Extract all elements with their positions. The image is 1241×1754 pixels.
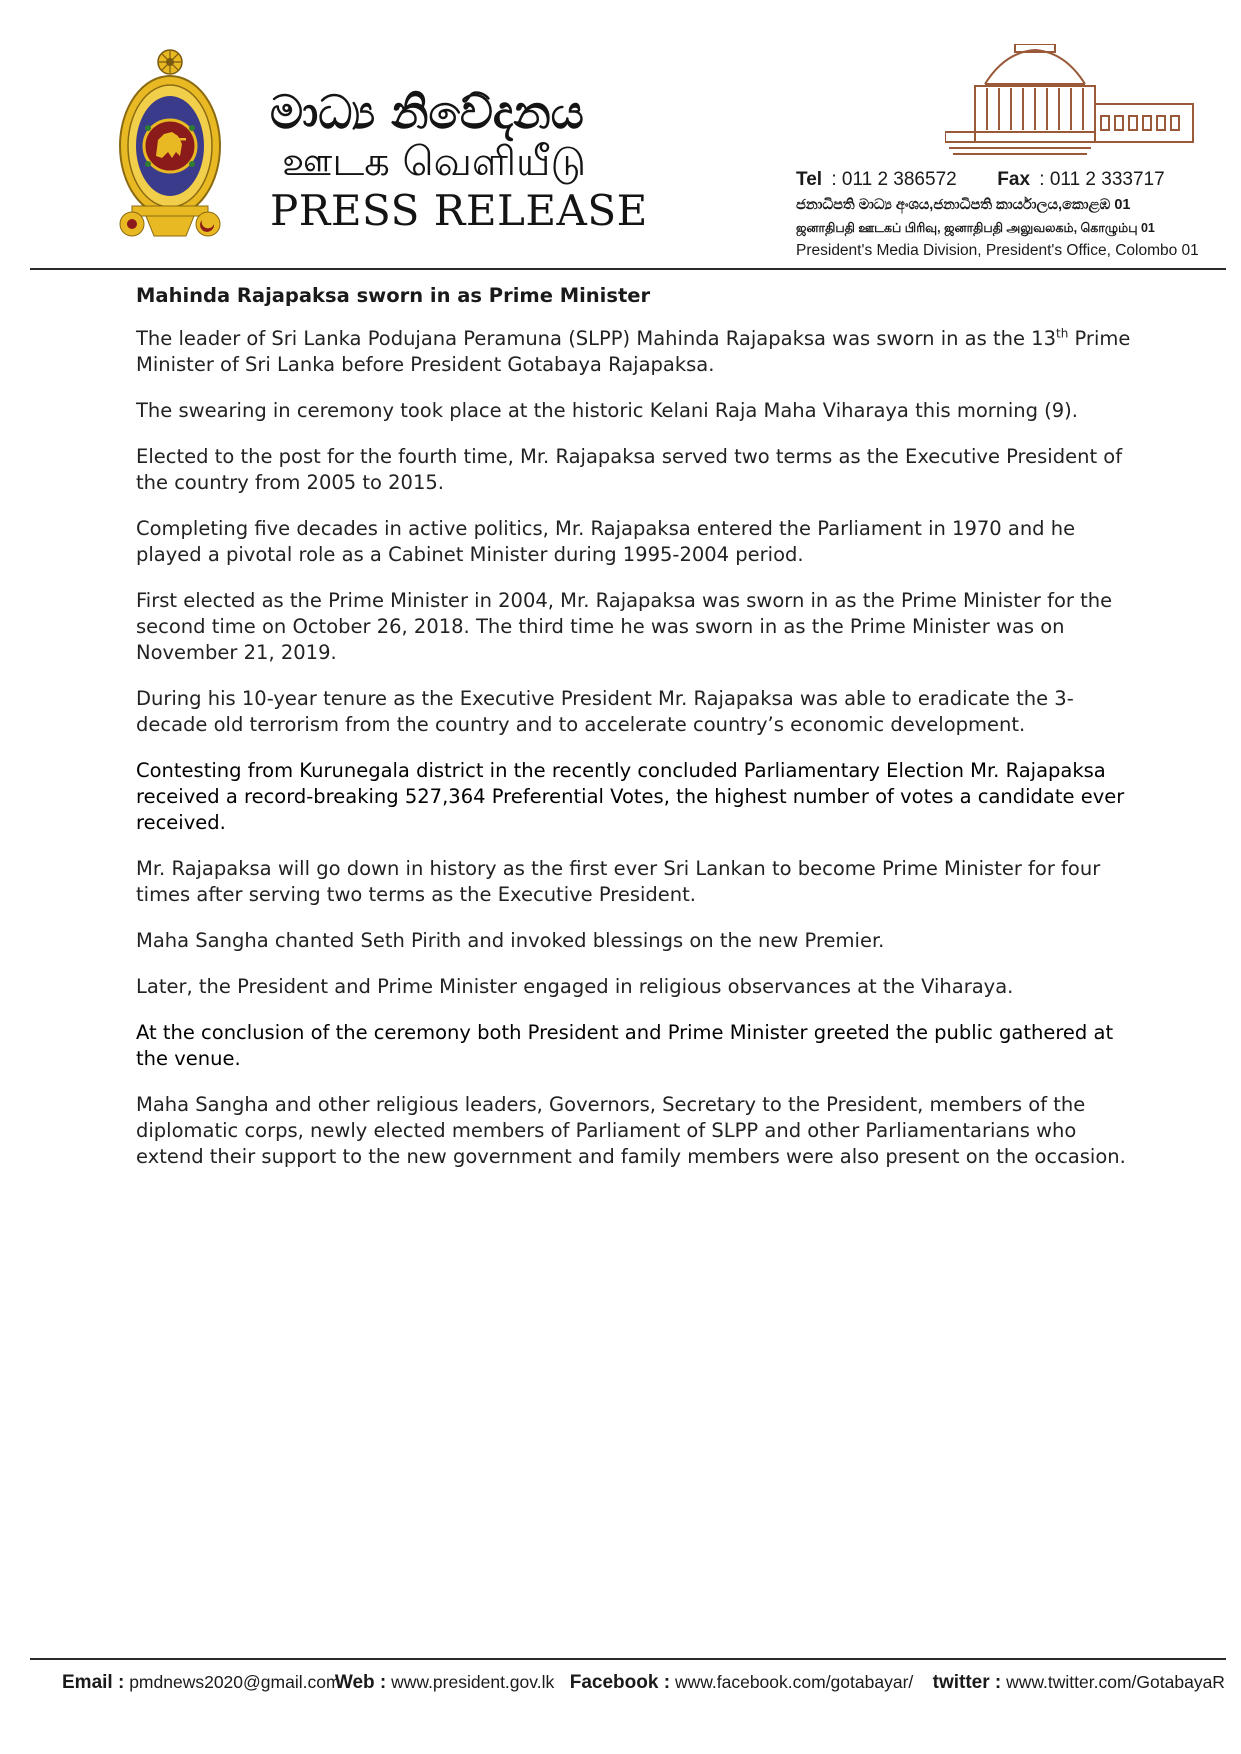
phone-fax-line	[796, 168, 1216, 192]
article-paragraph: Contesting from Kurunegala district in the recently concluded Parliamentary Election Mr. Rajapaksa received a record-breaking 527,364 Preferential Votes, the highest number of votes a candidate ever received.	[136, 759, 1125, 834]
facebook-label: Facebook :	[569, 1672, 671, 1693]
footer-web	[335, 1668, 565, 1697]
email-label: Email :	[62, 1672, 125, 1693]
fax-label: Fax	[997, 169, 1031, 190]
press-release-title-block	[270, 86, 690, 236]
footer-contacts	[62, 1668, 1225, 1697]
office-address-english: President's Media Division, President's Office, Colombo 01	[796, 242, 1199, 259]
tel-number: : 011 2 386572	[831, 169, 957, 190]
title-sinhala: මාධ්‍ය නිවේදනය	[270, 85, 584, 139]
paragraph-text: The leader of Sri Lanka Podujana Peramuna (SLPP) Mahinda Rajapaksa was sworn in as the 13	[136, 327, 1056, 350]
header-divider	[30, 268, 1226, 270]
article-heading: Mahinda Rajapaksa sworn in as Prime Minister	[136, 284, 651, 307]
email-address[interactable]: pmdnews2020@gmail.com	[129, 1672, 341, 1692]
office-address-tamil: ஜனாதிபதி ஊடகப் பிரிவு, ஜனாதிபதி அலுவலகம், கொழும்பு 01	[796, 221, 1155, 235]
article-paragraph: Elected to the post for the fourth time, Mr. Rajapaksa served two terms as the Executive President of the country from 2005 to 2015.	[136, 445, 1123, 494]
article-paragraph: Mr. Rajapaksa will go down in history as the first ever Sri Lankan to become Prime Minister for four times after serving two terms as the Executive President.	[136, 857, 1101, 906]
title-english: PRESS RELEASE	[270, 186, 648, 235]
article-paragraph: Later, the President and Prime Minister engaged in religious observances at the Viharaya.	[136, 975, 1014, 998]
twitter-link[interactable]: www.twitter.com/GotabayaR	[1006, 1672, 1225, 1692]
tel-label: Tel	[796, 169, 823, 190]
article-paragraph: First elected as the Prime Minister in 2004, Mr. Rajapaksa was sworn in as the Prime Minister for the second time on October 26, 2018. The third time he was sworn in as the Prime Minister was on November 21, 2019.	[136, 589, 1113, 664]
article-body	[136, 282, 1136, 1190]
footer-twitter	[933, 1668, 1225, 1697]
article-paragraph	[136, 326, 1136, 378]
fax-number: : 011 2 333717	[1039, 169, 1165, 190]
ordinal-suffix: th	[1056, 326, 1069, 341]
footer-facebook	[570, 1668, 928, 1697]
footer-divider	[30, 1658, 1226, 1660]
sri-lanka-emblem	[118, 48, 222, 244]
article-paragraph: At the conclusion of the ceremony both President and Prime Minister greeted the public gathered at the venue.	[136, 1021, 1114, 1070]
footer-email	[62, 1668, 341, 1697]
contact-block	[796, 168, 1216, 263]
twitter-label: twitter :	[932, 1672, 1002, 1693]
office-address-sinhala: ජනාධිපති මාධ්‍ය අංශය,ජනාධිපති කාර්යාලය,කොළඹ 01	[796, 197, 1131, 213]
article-paragraph: Completing five decades in active politics, Mr. Rajapaksa entered the Parliament in 1970 and he played a pivotal role as a Cabinet Minister during 1995-2004 period.	[136, 517, 1076, 566]
website-link[interactable]: www.president.gov.lk	[391, 1672, 555, 1692]
article-paragraph: The swearing in ceremony took place at the historic Kelani Raja Maha Viharaya this morning (9).	[136, 399, 1078, 422]
article-paragraph: Maha Sangha and other religious leaders, Governors, Secretary to the President, members of the diplomatic corps, newly elected members of Parliament of SLPP and other Parliamentarians who extend their support to the new government and family members were also present on the occasion.	[136, 1093, 1126, 1168]
web-label: Web :	[334, 1672, 387, 1693]
facebook-link[interactable]: www.facebook.com/gotabayar/	[674, 1672, 914, 1692]
presidential-secretariat-building-icon	[945, 44, 1195, 164]
title-tamil: ஊடக வெளியீடு	[282, 139, 587, 185]
article-paragraph: Maha Sangha chanted Seth Pirith and invoked blessings on the new Premier.	[136, 929, 885, 952]
paragraph-text: Prime Minister of Sri Lanka before President Gotabaya Rajapaksa.	[136, 327, 1131, 376]
article-paragraph: During his 10-year tenure as the Executive President Mr. Rajapaksa was able to eradicate the 3-decade old terrorism from the country and to accelerate country’s economic development.	[136, 687, 1074, 736]
